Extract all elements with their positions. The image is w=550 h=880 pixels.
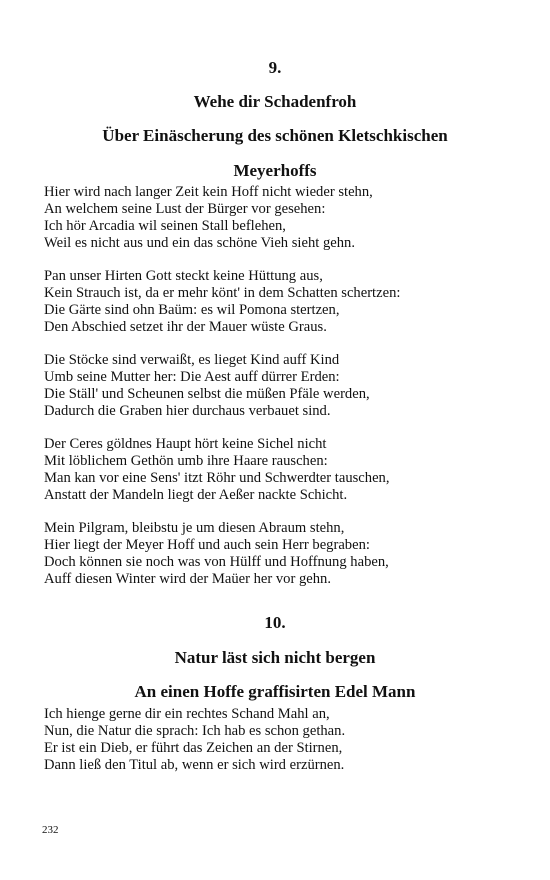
verse-line: Die Stöcke sind verwaißt, es lieget Kind auff Kind (44, 352, 340, 368)
verse-line: Weil es nicht aus und ein das schöne Vieh sieht gehn. (44, 234, 355, 251)
verse-line: Nun, die Natur die sprach: Ich hab es schon gethan. (44, 722, 346, 739)
verse-line: Den Abschied setzet ihr der Mauer wüste Graus. (44, 318, 327, 335)
verse-line: Der Ceres göldnes Haupt hört keine Sichel nicht (44, 436, 327, 452)
verse-line: An welchem seine Lust der Bürger vor gesehen: (44, 200, 326, 217)
poem-title: Natur läst sich nicht bergen (174, 648, 376, 667)
poem-number: 9. (268, 58, 282, 77)
verse-line: Doch können sie noch was von Hülff und Hoffnung haben, (44, 553, 389, 570)
verse-line: Die Ställ' und Scheunen selbst die müßen Pfäle werden, (44, 385, 370, 402)
verse-line: Anstatt der Mandeln liegt der Aeßer nackte Schicht. (44, 486, 348, 503)
verse-line: Mit löblichem Gethön umb ihre Haare rauschen: (44, 452, 328, 469)
verse-line: Die Gärte sind ohn Baüm: es wil Pomona stertzen, (44, 301, 340, 318)
verse-line: Er ist ein Dieb, er führt das Zeichen an der Stirnen, (44, 739, 343, 756)
verse-line: Auff diesen Winter wird der Maüer her vor gehn. (44, 570, 332, 587)
verse-line: Dadurch die Graben hier durchaus verbauet sind. (44, 402, 331, 419)
poem-subtitle-line1: Über Einäscherung des schönen Kletschkischen (102, 126, 448, 145)
stanza (44, 706, 524, 774)
poem-number: 10. (264, 613, 286, 632)
stanza (44, 352, 524, 420)
stanza (44, 184, 524, 252)
stanza (44, 520, 524, 588)
verse-line: Ich hienge gerne dir ein rechtes Schand Mahl an, (44, 706, 330, 722)
verse-line: Ich hör Arcadia wil seinen Stall beflehen, (44, 217, 286, 234)
page-number: 232 (42, 824, 59, 836)
poem-subtitle-line2: Meyerhoffs (233, 161, 317, 180)
stanza (44, 268, 524, 336)
verse-line: Man kan vor eine Sens' itzt Röhr und Schwerdter tauschen, (44, 469, 390, 486)
poem-subtitle-line1: An einen Hoffe graffisirten Edel Mann (134, 682, 416, 701)
verse-line: Hier liegt der Meyer Hoff und auch sein Herr begraben: (44, 536, 370, 553)
poem-title: Wehe dir Schadenfroh (193, 92, 357, 111)
verse-line: Hier wird nach langer Zeit kein Hoff nicht wieder stehn, (44, 184, 373, 200)
verse-line: Pan unser Hirten Gott steckt keine Hüttung aus, (44, 268, 323, 284)
verse-line: Umb seine Mutter her: Die Aest auff dürrer Erden: (44, 368, 340, 385)
verse-line: Kein Strauch ist, da er mehr könt' in dem Schatten schertzen: (44, 284, 401, 301)
verse-line: Mein Pilgram, bleibstu je um diesen Abraum stehn, (44, 520, 345, 536)
verse-line: Dann ließ den Titul ab, wenn er sich wird erzürnen. (44, 756, 345, 773)
stanza (44, 436, 524, 504)
